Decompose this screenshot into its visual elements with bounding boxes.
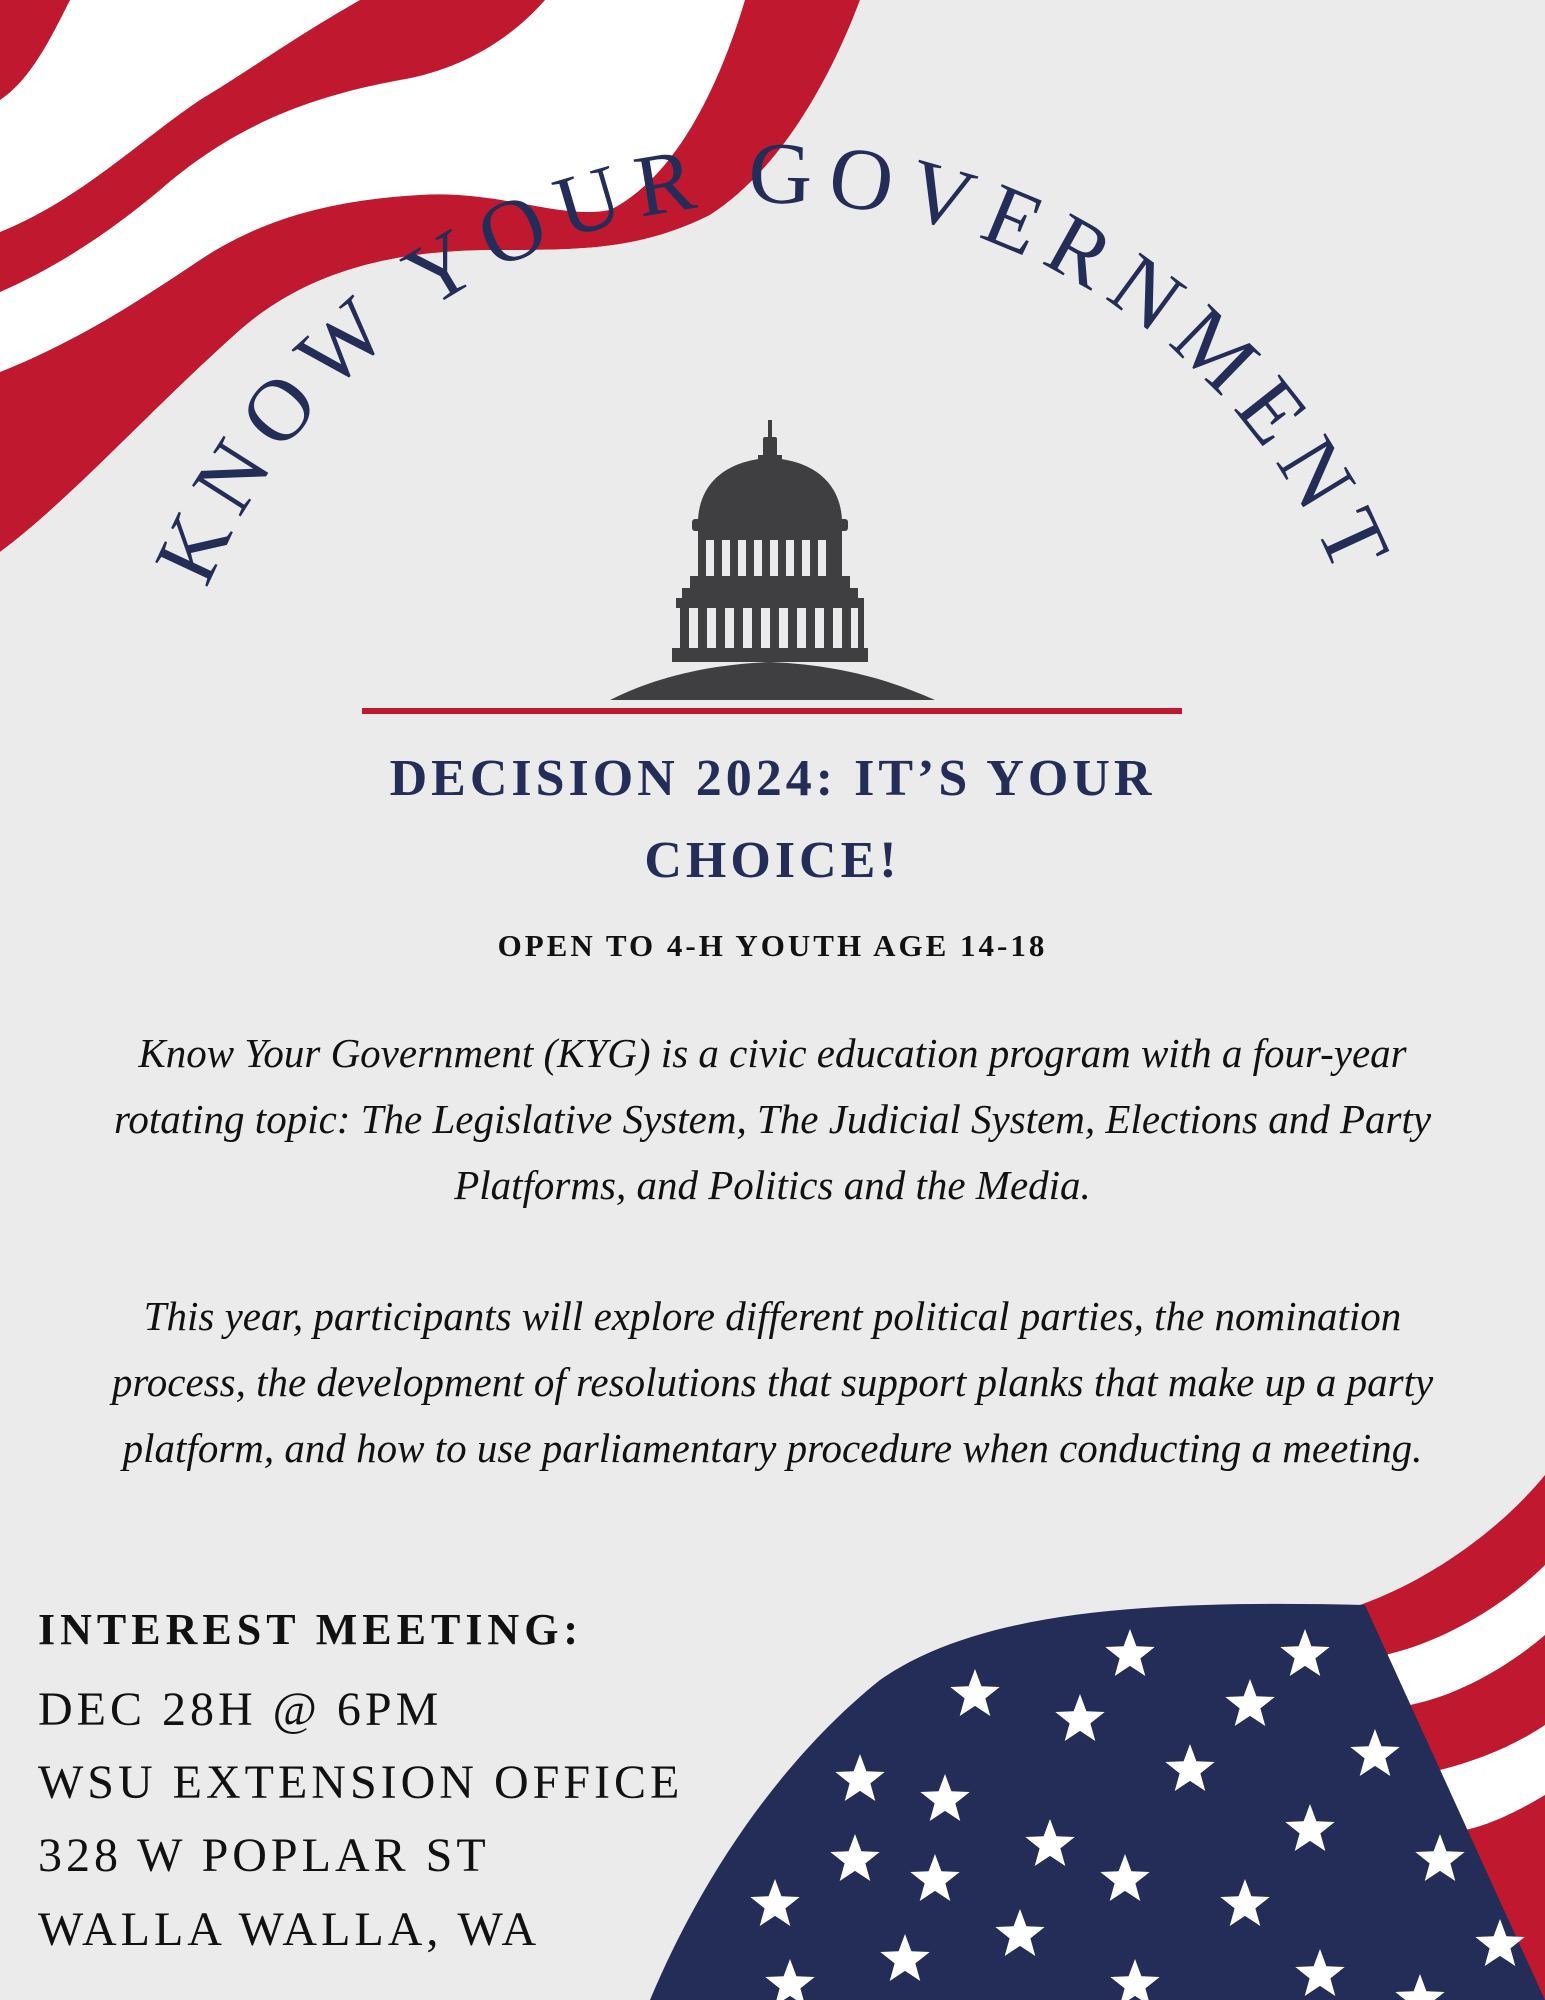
program-description: Know Your Government (KYG) is a civic education program with a four-year rotating topic: The Legislative System, The Judicial System, Elections and Party Platforms, and Politics and the Media.: [113, 1030, 1432, 1208]
eligibility-note: OPEN TO 4-H YOUTH AGE 14-18: [497, 928, 1048, 963]
capitol-dome-icon: [610, 420, 935, 700]
program-focus: This year, participants will explore different political parties, the nomination process, the development of resolutions that support planks that make up a party platform, and how to use parliamentary procedure when conducting a meeting.: [111, 1293, 1434, 1471]
page-title: KNOW YOUR GOVERNMENT: [136, 125, 1414, 598]
meeting-heading: INTEREST MEETING:: [38, 1605, 584, 1654]
meeting-date: DEC 28H @ 6PM: [38, 1683, 443, 1736]
meeting-street: 328 W POPLAR ST: [38, 1829, 490, 1882]
meeting-city: WALLA WALLA, WA: [38, 1903, 541, 1956]
meeting-venue: WSU EXTENSION OFFICE: [38, 1756, 684, 1809]
divider-rule: [362, 708, 1182, 714]
event-subtitle: DECISION 2024: IT’S YOUR CHOICE!: [389, 750, 1156, 889]
